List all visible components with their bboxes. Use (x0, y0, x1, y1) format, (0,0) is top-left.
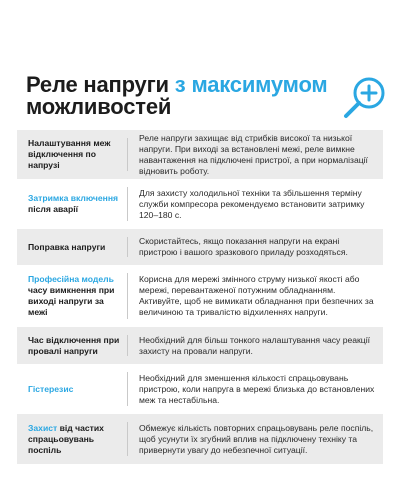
feature-row-restart-delay (17, 179, 383, 229)
feature-description: Обмежує кількість повторних спрацьовувань реле поспіль, щоб усунути їх згубний вплив на підключену техніку та привернути увагу до небезпечної ситуації. (139, 422, 374, 455)
feature-row-voltage-limits (17, 130, 383, 179)
feature-label: Час відключення при провалі напруги (28, 334, 120, 356)
feature-row-dip-shutdown-time (17, 327, 383, 364)
feature-description: Скористайтесь, якщо показання напруги на екрані пристрою і вашого зразкового приладу розходяться. (139, 236, 348, 257)
feature-label: Налаштування меж відключення по напрузі (28, 138, 111, 170)
features-table (17, 130, 383, 464)
feature-description: Необхідний для зменшення кількості спрацьовувань пристрою, коли напруга в мережі близька до встановлених меж та нестабільна. (139, 372, 375, 405)
title-accent: з максимумом (174, 72, 328, 97)
page-title (26, 74, 346, 118)
feature-label: Захист від частих спрацьовувань поспіль (28, 422, 104, 455)
feature-row-frequent-trip-protection (17, 414, 383, 464)
title-part1: Реле напруги (26, 72, 175, 97)
feature-label: Професійна модель часу вимкнення при виході напруги за межі (28, 274, 115, 317)
row-divider (127, 138, 128, 171)
feature-description: Необхідний для більш тонкого налаштування часу реакції захисту на провали напруги. (139, 334, 371, 356)
row-divider (127, 187, 128, 221)
feature-row-pro-shutdown-model (17, 265, 383, 327)
feature-description: Для захисту холодильної техніки та збільшення терміну служби компресора рекомендуємо встановити затримку 120–180 с. (139, 187, 365, 220)
feature-description: Реле напруги захищає від стрибків високої та низької напруги. При виході за встановлені межі, реле вимкне навантаження на підключені пристрої, а при нормалізації відновить роботу. (139, 132, 368, 176)
feature-description: Корисна для мережі змінного струму низької якості або мережі, перевантаженої потужним обладнанням. Активуйте, щоб не вимикати обладнання при безпечних за величиною та тривалістю відхиленнях напруги. (139, 274, 374, 317)
feature-label: Поправка напруги (28, 241, 106, 252)
feature-row-voltage-correction (17, 229, 383, 265)
zoom-in-magnifier-icon (342, 74, 388, 120)
row-divider (127, 237, 128, 257)
title-part2: можливостей (26, 94, 172, 119)
row-divider (127, 422, 128, 456)
feature-label: Гістерезис (28, 383, 74, 394)
row-divider (127, 372, 128, 406)
feature-row-hysteresis (17, 364, 383, 414)
feature-label: Затримка включення після аварії (28, 193, 119, 214)
row-divider (127, 273, 128, 319)
row-divider (127, 335, 128, 356)
